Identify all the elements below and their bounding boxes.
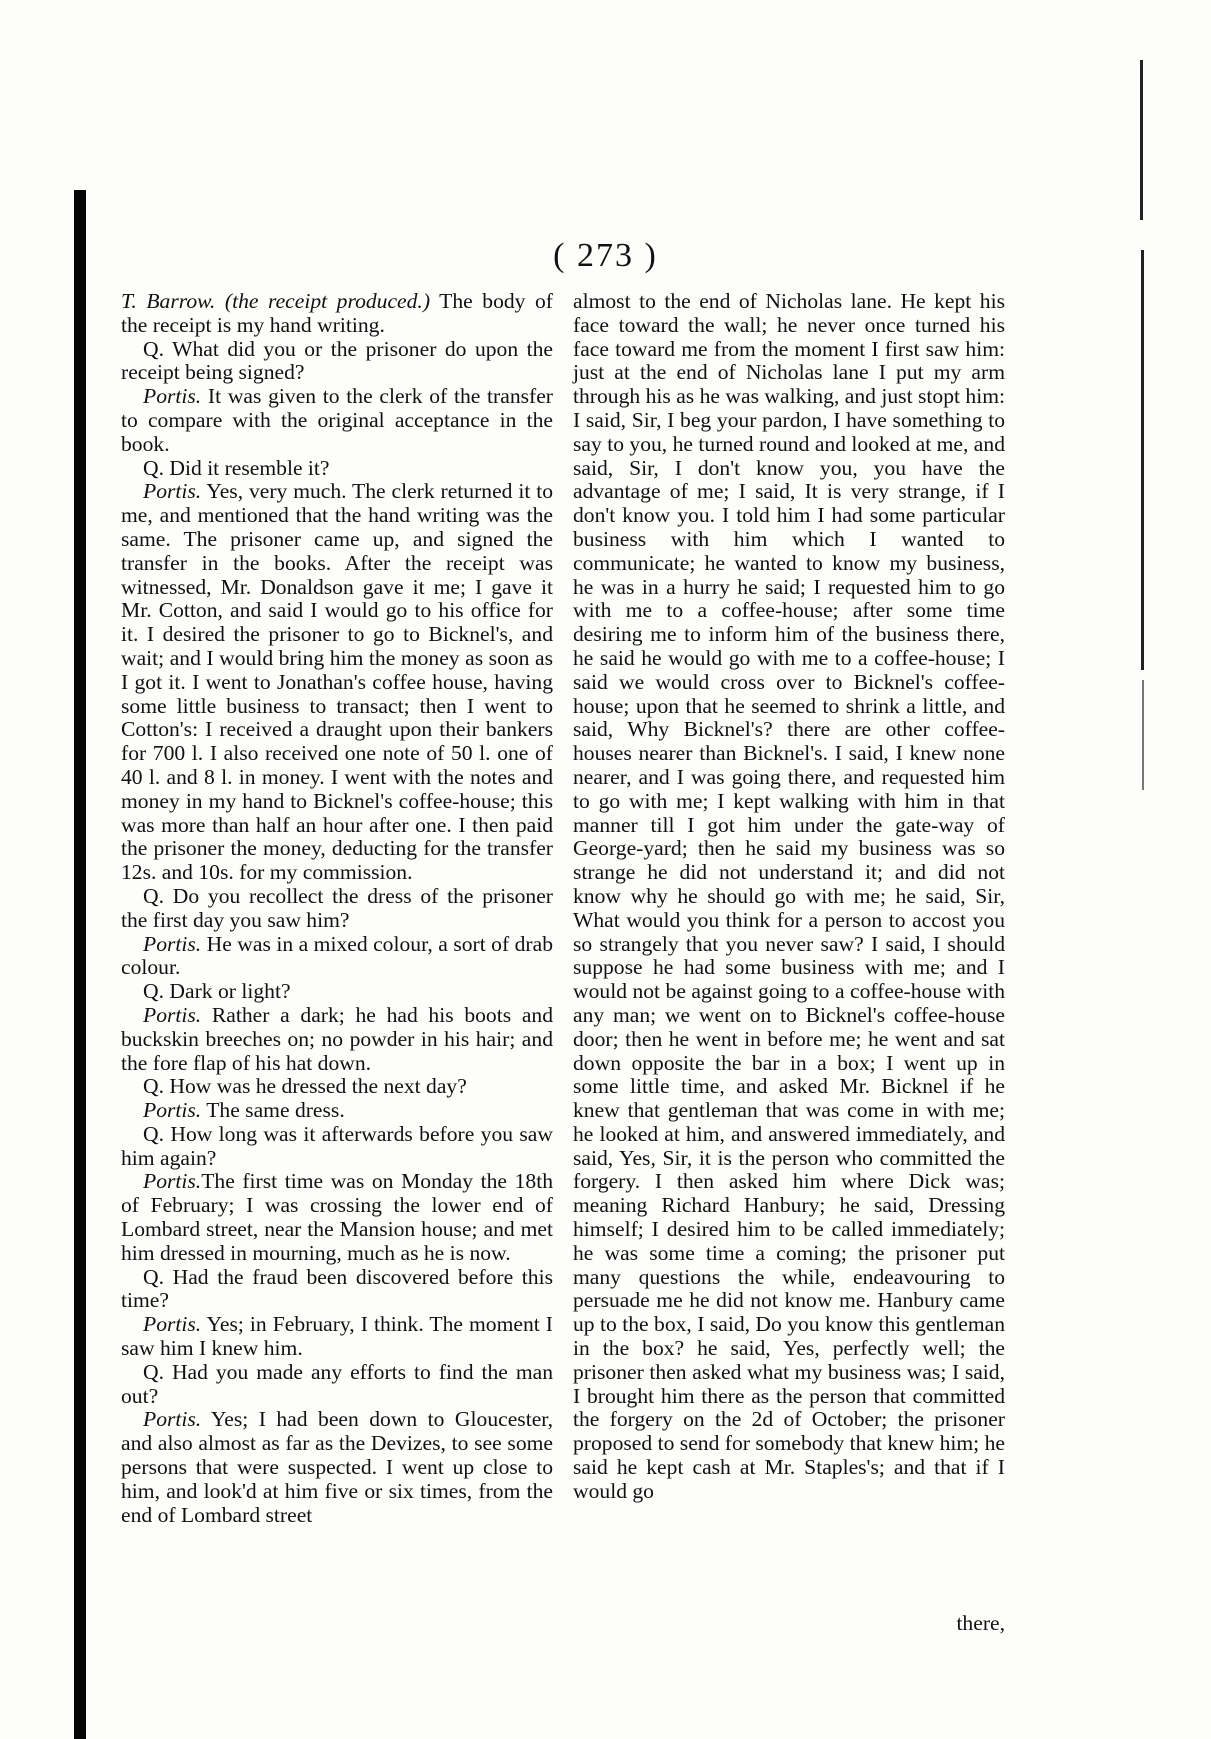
testimony-paragraph [121,480,553,885]
speaker-label: Portis. [143,1169,202,1194]
testimony-text: Rather a dark; he had his boots and buckskin breeches on; no powder in his hair; and the fore flap of his hat down. [121,1002,553,1075]
testimony-text: The same dress. [201,1098,345,1123]
speaker-label: Portis. [143,479,202,504]
testimony-paragraph [121,1123,553,1171]
testimony-text: Had you made any efforts to find the man out? [121,1359,553,1408]
left-column [121,290,553,1527]
testimony-paragraph [121,1408,553,1527]
testimony-text: Dark or light? [164,979,291,1004]
speaker-label: Q. [143,1074,164,1099]
right-column [573,290,1005,1504]
speaker-label: Portis. [143,1002,202,1027]
testimony-text: Did it resemble it? [164,455,330,480]
testimony-paragraph [121,885,553,933]
speaker-label: T. Barrow. [121,289,216,313]
speaker-label: Q. [143,883,164,908]
speaker-label: Portis. [143,931,202,956]
page-edge-mark [1142,680,1144,790]
page-number: ( 273 ) [553,237,658,274]
page-edge-mark [1140,60,1143,220]
catchword: there, [956,1611,1005,1635]
testimony-paragraph [121,1099,553,1123]
testimony-paragraph [121,980,553,1004]
testimony-text: Yes, very much. The clerk returned it to me, and mentioned that the hand writing was the same. The prisoner came up, and signed the transfer in the books. After the receipt was witnessed, Mr. Donaldson gave it me; I gave it Mr. Cotton, and said I would go to his office for it. I desired the prisoner to go to Bicknel's, and wait; and I would bring him the money as soon as I got it. I went to Jonathan's coffee house, having some little business to transact; then I went to Cotton's: I received a draught upon their bankers for 700 l. I also received one note of 50 l. one of 40 l. and 8 l. in money. I went with the notes and money in my hand to Bicknel's coffee-house; this was more than half an hour after one. I then paid the prisoner the money, deducting for the transfer 12s. and 10s. for my commission. [121,479,553,885]
testimony-text: What did you or the prisoner do upon the receipt being signed? [121,336,553,385]
speaker-label: Q. [143,1359,164,1384]
testimony-text: Yes; I had been down to Gloucester, and also almost as far as the Devizes, to see some persons that were suspected. I went up close to him, and look'd at him five or six times, from the end of Lombard street [121,1407,553,1527]
testimony-paragraph [121,385,553,456]
speaker-label: Q. [143,455,164,480]
testimony-text: It was given to the clerk of the transfer to compare with the original acceptance in the book. [121,384,553,456]
page-edge-mark [1141,250,1144,670]
speaker-label: Q. [143,1121,164,1146]
speaker-label: Portis. [143,1312,202,1337]
testimony-paragraph [121,1266,553,1314]
testimony-text: How was he dressed the next day? [164,1074,467,1099]
testimony-text: The body of the receipt is my hand writing. [121,289,553,337]
right-column-text: almost to the end of Nicholas lane. He kept his face toward the wall; he never once turned his face toward me from the moment I first saw him: just at the end of Nicholas lane I put my arm through his as he was walking, and just stopt him: I said, Sir, I beg your pardon, I have something to say to you, he turned round and looked at me, and said, Sir, I don't know you, you have the advantage of me; I said, It is very strange, if I don't know you. I told him I had some particular business with him which I wanted to communicate; he wanted to know my business, he was in a hurry he said; I requested him to go with me to a coffee-house; after some time desiring me to inform him of the business there, he said he would go with me to a coffee-house; I said we would cross over to Bicknel's coffee-house; upon that he seemed to shrink a little, and said, Why Bicknel's? there are other coffee-houses nearer than Bicknel's. I said, I knew none nearer, and I was going there, and requested him to go with me; I kept walking with him in that manner till I got him under the gate-way of George-yard; then he said my business was so strange he did not understand it; and did not know why he should go with me; he said, Sir, What would you think for a person to accost you so strangely that you never saw? I said, I should suppose he had some business with me; and I would not be against going to a coffee-house with any man; we went on to Bicknel's coffee-house door; then he went in before me; he went and sat down opposite the bar in a box; I went up in some little time, and asked Mr. Bicknel if he knew that gentleman that was come in with me; he looked at him, and answered immediately, and said, Yes, Sir, it is the person who committed the forgery. I then asked him where Dick was; meaning Richard Hanbury; he said, Dressing himself; I desired him to be called immediately; he was some time a coming; the prisoner put many questions the while, endeavouring to persuade me he did not know me. Hanbury came up to the box, I said, Do you know this gentleman in the box? he said, Yes, perfectly well; the prisoner then asked what my business was; I said, I brought him there as the person that committed the forgery on the 2d of October; the prisoner proposed to send for somebody that knew him; he said he kept cash at Mr. Staples's; and that if I would go [573,289,1005,1503]
testimony-text: The first time was on Monday the 18th of February; I was crossing the lower end of Lombard street, near the Mansion house; and met him dressed in mourning, much as he is now. [121,1169,553,1265]
testimony-paragraph [121,1004,553,1075]
stage-note: (the receipt produced.) [215,289,431,313]
testimony-paragraph [121,290,553,338]
speaker-label: Q. [143,979,164,1004]
testimony-paragraph [121,1361,553,1409]
speaker-label: Portis. [143,384,202,409]
page-binding-edge [74,190,86,1739]
testimony-text: Do you recollect the dress of the prisoner the first day you saw him? [121,883,553,932]
testimony-paragraph [121,1075,553,1099]
testimony-paragraph [121,338,553,386]
speaker-label: Portis. [143,1407,202,1432]
testimony-paragraph [121,1313,553,1361]
testimony-paragraph [121,457,553,481]
speaker-label: Portis. [143,1098,202,1123]
testimony-text: Yes; in February, I think. The moment I saw him I knew him. [121,1312,553,1361]
speaker-label: Q. [143,1264,164,1289]
testimony-text: Had the fraud been discovered before this time? [121,1264,553,1313]
testimony-paragraph [121,933,553,981]
testimony-text: He was in a mixed colour, a sort of drab colour. [121,931,553,980]
testimony-paragraph [121,1170,553,1265]
speaker-label: Q. [143,336,164,361]
testimony-text: How long was it afterwards before you saw him again? [121,1121,553,1170]
